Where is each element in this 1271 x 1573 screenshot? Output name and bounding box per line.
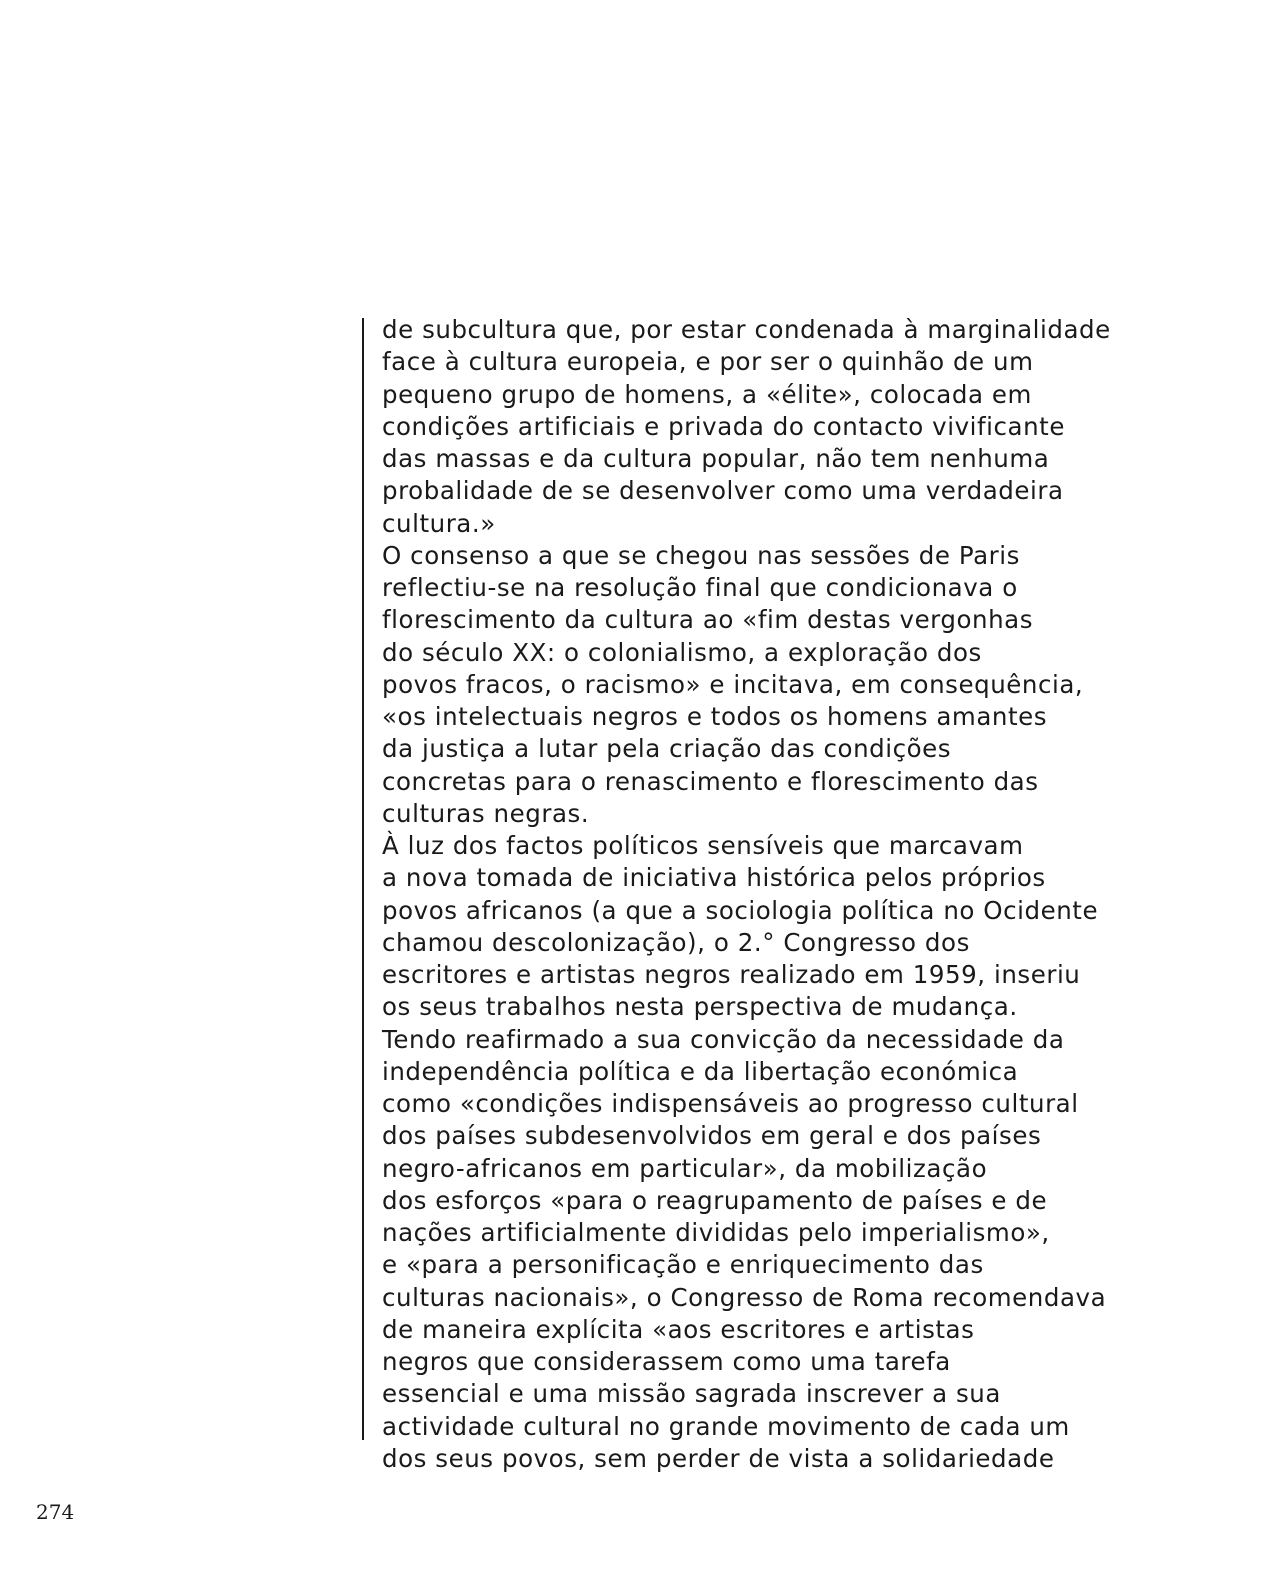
text-line: O consenso a que se chegou nas sessões de Paris bbox=[382, 540, 1020, 570]
text-line: independência política e da libertação económica bbox=[382, 1056, 1019, 1086]
text-line: como «condições indispensáveis ao progresso cultural bbox=[382, 1089, 1079, 1118]
text-line: da justiça a lutar pela criação das condições bbox=[382, 734, 952, 764]
text-line: florescimento da cultura ao «fim destas vergonhas bbox=[382, 605, 1034, 635]
text-line: concretas para o renascimento e florescimento das bbox=[382, 766, 1039, 796]
text-line: povos africanos (a que a sociologia política no Ocidente bbox=[382, 895, 1099, 925]
text-line: dos países subdesenvolvidos em geral e dos países bbox=[382, 1121, 1042, 1151]
text-line: condições artificiais e privada do contacto vivificante bbox=[382, 411, 1065, 441]
text-line: de subcultura que, por estar condenada à marginalidade bbox=[382, 315, 1111, 344]
text-line: das massas e da cultura popular, não tem nenhuma bbox=[382, 444, 1050, 473]
text-line: a nova tomada de iniciativa histórica pelos próprios bbox=[382, 863, 1046, 893]
text-line: À luz dos factos políticos sensíveis que marcavam bbox=[382, 831, 1024, 860]
text-line: actividade cultural no grande movimento de cada um bbox=[382, 1411, 1070, 1441]
text-line: dos seus povos, sem perder de vista a solidariedade bbox=[382, 1443, 1055, 1473]
text-line: os seus trabalhos nesta perspectiva de mudança. bbox=[382, 992, 1018, 1022]
text-line: do século XX: o colonialismo, a exploração dos bbox=[382, 637, 982, 667]
text-line: face à cultura europeia, e por ser o quinhão de um bbox=[382, 347, 1034, 377]
text-line: «os intelectuais negros e todos os homens amantes bbox=[382, 702, 1048, 731]
text-line: nações artificialmente divididas pelo imperialismo», bbox=[382, 1218, 1050, 1247]
text-line: chamou descolonização), o 2.° Congresso dos bbox=[382, 927, 970, 957]
text-line: escritores e artistas negros realizado em 1959, inseriu bbox=[382, 960, 1081, 989]
text-line: negros que considerassem como uma tarefa bbox=[382, 1347, 951, 1376]
text-line: de maneira explícita «aos escritores e artistas bbox=[382, 1314, 975, 1344]
margin-rule bbox=[362, 318, 364, 1440]
text-line: negro-africanos em particular», da mobilização bbox=[382, 1153, 988, 1183]
text-line: Tendo reafirmado a sua convicção da necessidade da bbox=[382, 1024, 1065, 1054]
text-line: pequeno grupo de homens, a «élite», colocada em bbox=[382, 379, 1032, 409]
page-number: 274 bbox=[36, 1500, 75, 1524]
body-text bbox=[382, 314, 1212, 1475]
text-line: reflectiu-se na resolução final que condicionava o bbox=[382, 573, 1018, 602]
text-line: cultura.» bbox=[382, 508, 496, 538]
text-line: probalidade de se desenvolver como uma verdadeira bbox=[382, 476, 1064, 506]
text-line: culturas nacionais», o Congresso de Roma recomendava bbox=[382, 1282, 1107, 1312]
text-line: culturas negras. bbox=[382, 798, 590, 828]
text-line: povos fracos, o racismo» e incitava, em consequência, bbox=[382, 669, 1084, 699]
text-line: e «para a personificação e enriquecimento das bbox=[382, 1250, 984, 1280]
text-line: dos esforços «para o reagrupamento de países e de bbox=[382, 1185, 1048, 1215]
text-line: essencial e uma missão sagrada inscrever a sua bbox=[382, 1379, 1001, 1409]
